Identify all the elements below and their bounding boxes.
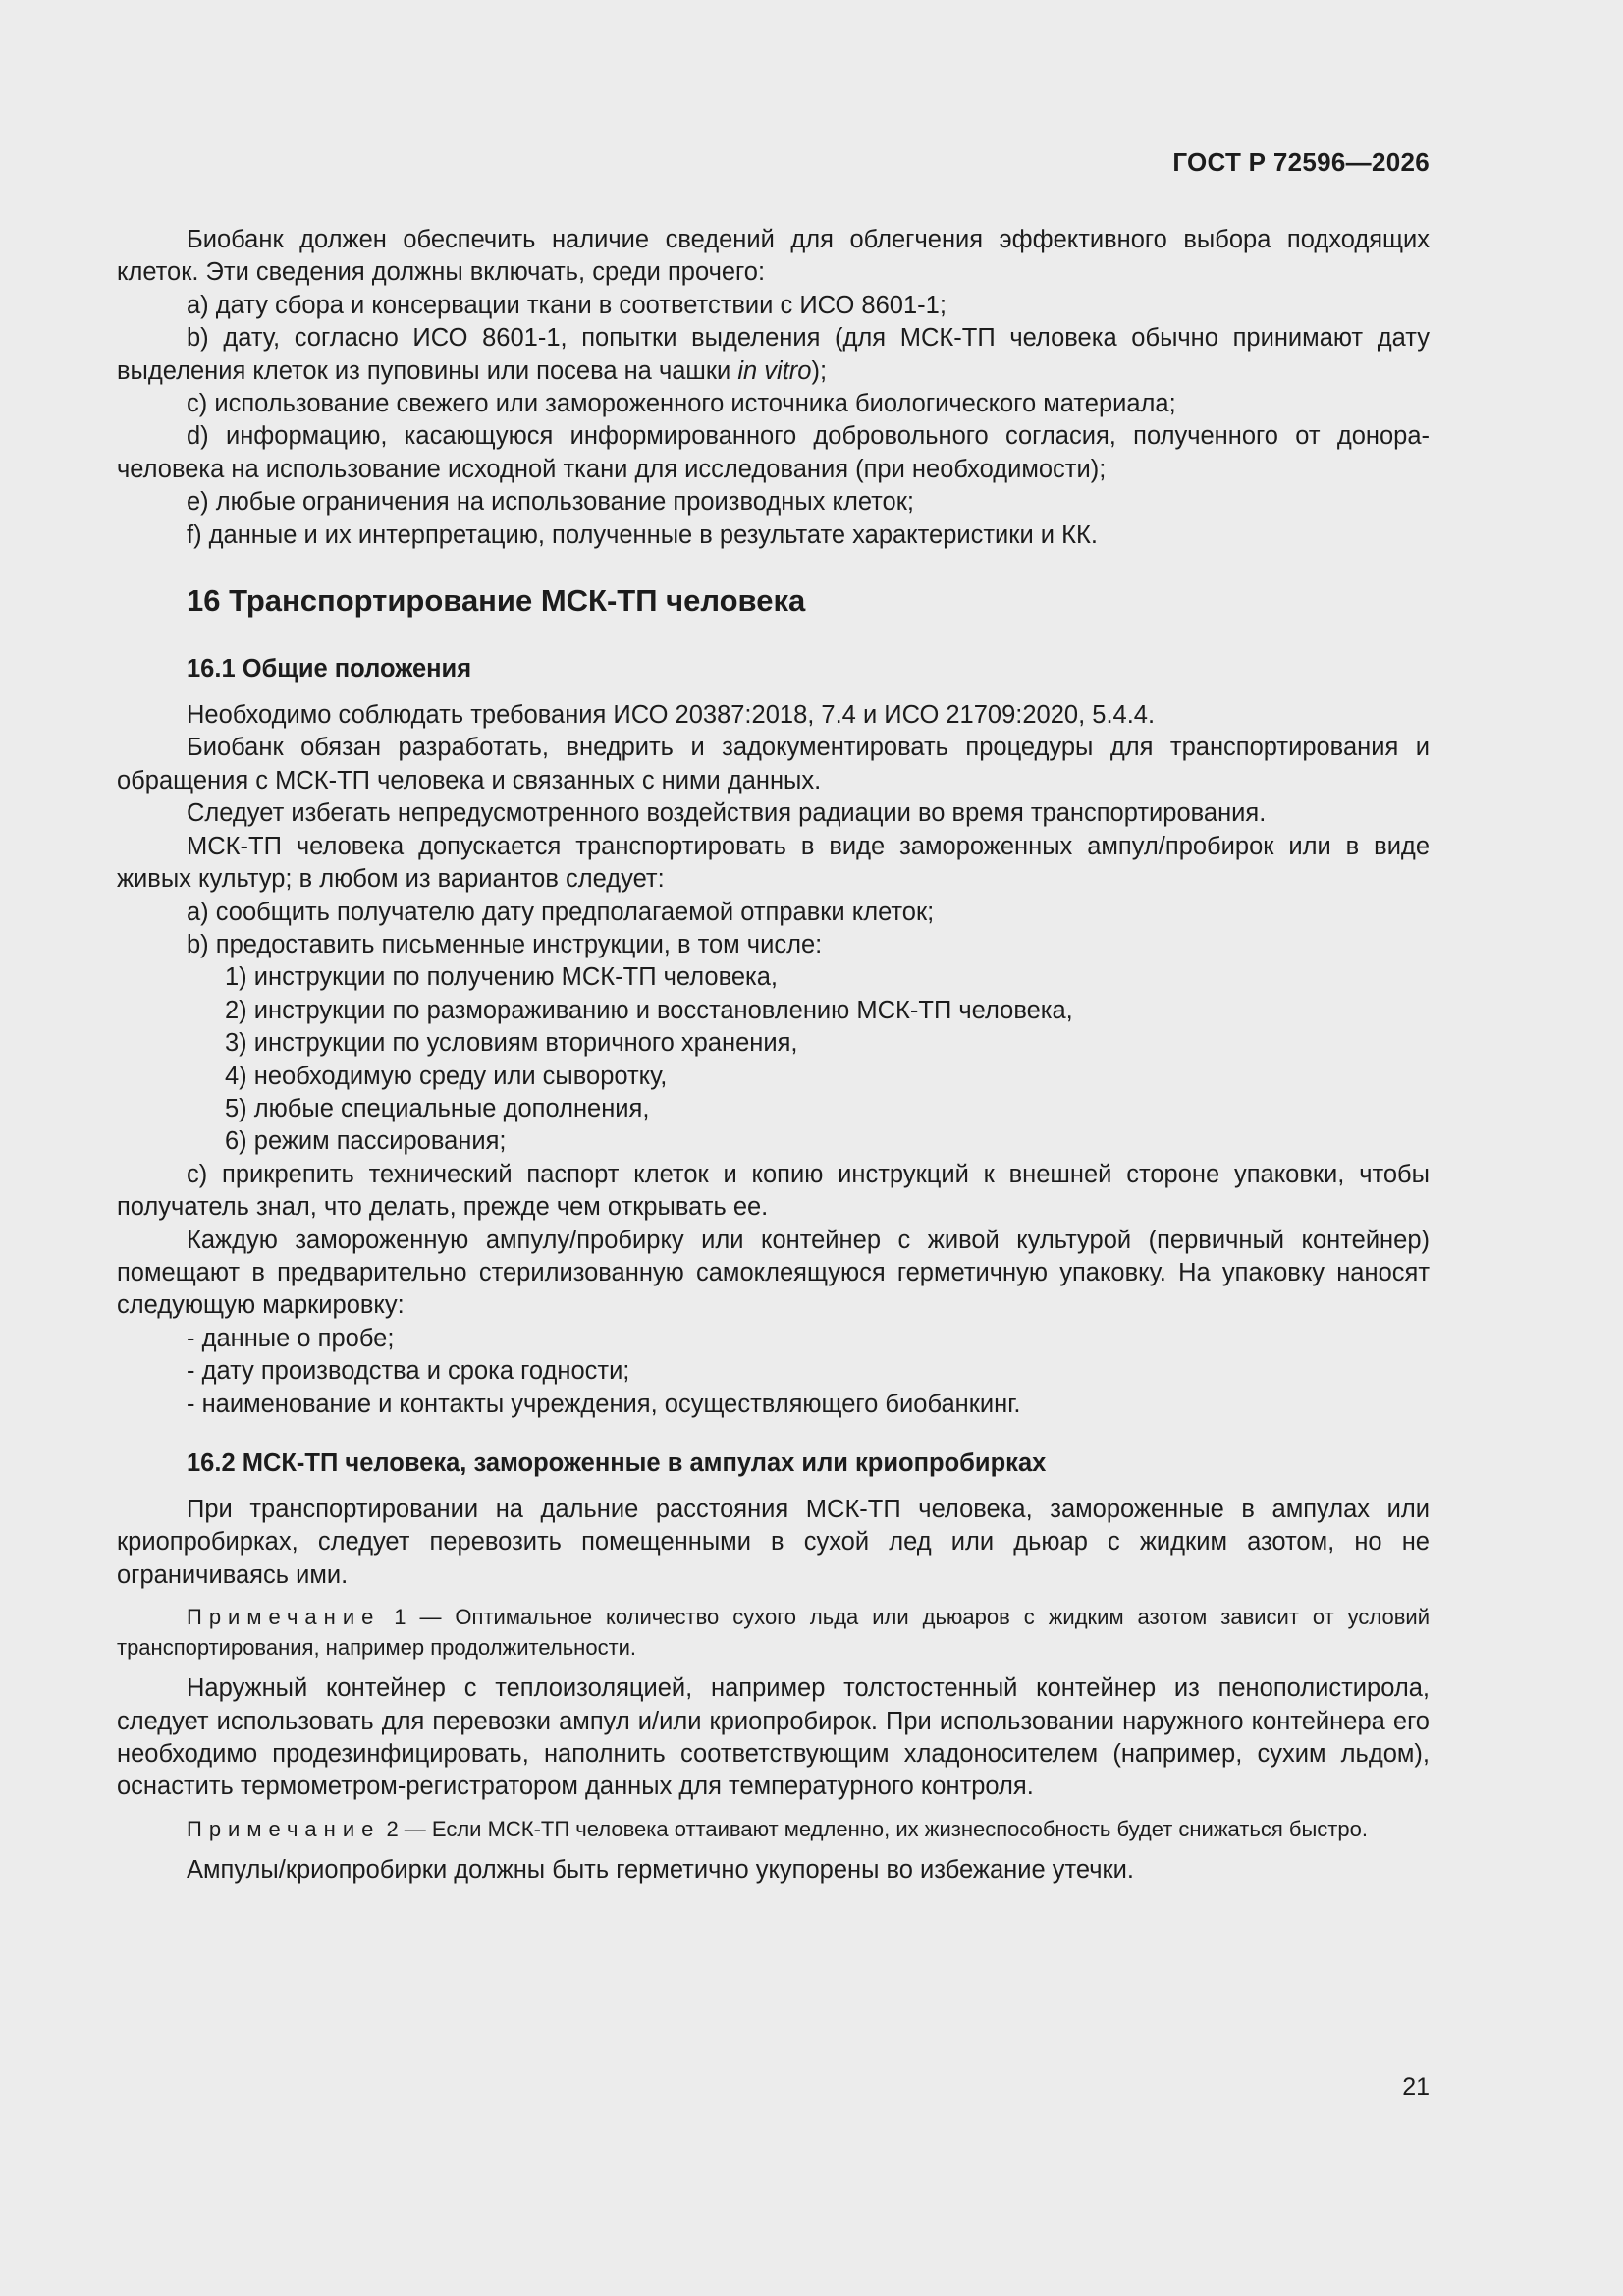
note-1-text: 1 — Оптимальное количество сухого льда или дьюаров с жидким азотом зависит от условий транспортирования, например продолжительности. (117, 1605, 1430, 1661)
list-item-c: c) использование свежего или замороженного источника биологического материала; (187, 390, 1176, 418)
note-2-label: Примечание (187, 1816, 381, 1841)
note-2 (117, 1814, 1430, 1844)
sub-list-item: 2) инструкции по размораживанию и восстановлению МСК-ТП человека, (225, 996, 1073, 1024)
list-item-b: b) предоставить письменные инструкции, в том числе: (187, 930, 823, 958)
dash-list-item: - наименование и контакты учреждения, осуществляющего биобанкинг. (187, 1390, 1021, 1418)
document-header: ГОСТ Р 72596—2026 (1172, 147, 1430, 177)
section-16-1-heading: 16.1 Общие положения (187, 655, 472, 683)
list-item-a: a) дату сбора и консервации ткани в соответствии с ИСО 8601-1; (187, 291, 947, 319)
list-item-b-suffix: ); (811, 356, 828, 385)
list-item-f: f) данные и их интерпретацию, полученные в результате характеристики и КК. (187, 520, 1098, 549)
list-item-b-italic: in vitro (737, 356, 812, 385)
list-item-b (117, 322, 1430, 388)
list-item-d: d) информацию, касающуюся информированного добровольного согласия, полученного от донора-человека на использование исходной ткани для исследования (при необходимости); (117, 422, 1430, 483)
list-item-c: c) прикрепить технический паспорт клеток и копию инструкций к внешней стороне упаковки, чтобы получатель знал, что делать, прежде чем открывать ее. (117, 1160, 1430, 1222)
sub-list-item: 5) любые специальные дополнения, (225, 1094, 650, 1122)
sub-list-item: 3) инструкции по условиям вторичного хранения, (225, 1029, 798, 1058)
list-item-a: a) сообщить получателю дату предполагаемой отправки клеток; (187, 898, 935, 926)
intro-paragraph: Биобанк должен обеспечить наличие сведений для облегчения эффективного выбора подходящих клеток. Эти сведения должны включать, среди прочего: (117, 226, 1430, 287)
section-16-heading: 16 Транспортирование МСК-ТП человека (187, 583, 806, 619)
note-1-label: Примечание (187, 1605, 381, 1630)
section-16-2-heading: 16.2 МСК-ТП человека, замороженные в ампулах или криопробирках (187, 1449, 1047, 1477)
paragraph-packaging: Каждую замороженную ампулу/пробирку или контейнер с живой культурой (первичный контейнер) помещают в предварительно стерилизованную самоклеящуюся герметичную упаковку. На упаковку наносят следующую маркировку: (117, 1226, 1430, 1320)
paragraph-long-distance: При транспортировании на дальние расстояния МСК-ТП человека, замороженные в ампулах или криопробирках, следует перевозить помещенными в сухой лед или дьюар с жидким азотом, но не ограничиваясь ими. (117, 1496, 1430, 1589)
sub-list-item: 1) инструкции по получению МСК-ТП человека, (225, 963, 779, 992)
paragraph-sealing: Ампулы/криопробирки должны быть герметично укупорены во избежание утечки. (187, 1855, 1134, 1884)
page-content (117, 224, 1430, 1886)
paragraph-radiation: Следует избегать непредусмотренного воздействия радиации во время транспортирования. (187, 799, 1267, 828)
paragraph-transport-forms: МСК-ТП человека допускается транспортировать в виде замороженных ампул/пробирок или в виде живых культур; в любом из вариантов следует: (117, 832, 1430, 894)
sub-list-item: 6) режим пассирования; (225, 1127, 507, 1156)
sub-list-item: 4) необходимую среду или сыворотку, (225, 1062, 668, 1090)
list-item-b-prefix: b) дату, согласно ИСО 8601-1, попытки выделения (для МСК-ТП человека обычно принимают дату выделения клеток из пуповины или посева на чашки (117, 324, 1430, 385)
dash-list-item: - данные о пробе; (187, 1324, 395, 1352)
list-item-e: e) любые ограничения на использование производных клеток; (187, 488, 914, 517)
paragraph-outer-container: Наружный контейнер с теплоизоляцией, например толстостенный контейнер из пенополистирола, следует использовать для перевозки ампул и/или криопробирок. При использовании наружного контейнера его необходимо продезинфицировать, наполнить соответствующим хладоносителем (например, сухим льдом), оснастить термометром-регистратором данных для температурного контроля. (117, 1674, 1430, 1801)
paragraph-requirements: Необходимо соблюдать требования ИСО 20387:2018, 7.4 и ИСО 21709:2020, 5.4.4. (187, 701, 1156, 730)
paragraph-procedures: Биобанк обязан разработать, внедрить и задокументировать процедуры для транспортирования и обращения с МСК-ТП человека и связанных с ними данных. (117, 734, 1430, 794)
note-2-text: 2 — Если МСК-ТП человека оттаивают медленно, их жизнеспособность будет снижаться быстро. (380, 1816, 1368, 1841)
page-number: 21 (1402, 2073, 1430, 2101)
dash-list-item: - дату производства и срока годности; (187, 1357, 630, 1386)
note-1 (117, 1602, 1430, 1663)
